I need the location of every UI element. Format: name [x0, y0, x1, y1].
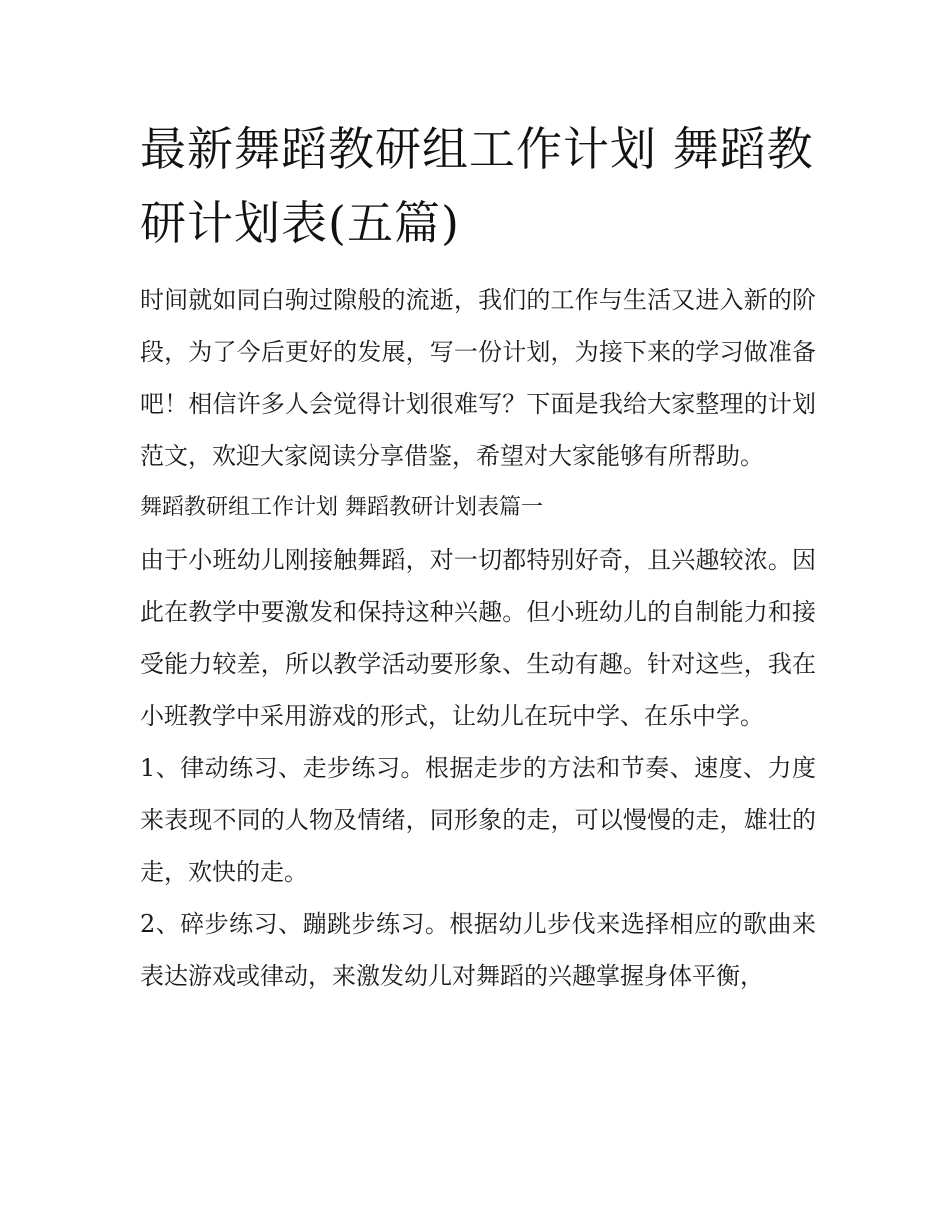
section-body-paragraph: 由于小班幼儿刚接触舞蹈，对一切都特别好奇，且兴趣较浓。因此在教学中要激发和保持这种兴趣。但小班幼儿的自制能力和接受能力较差，所以教学活动要形象、生动有趣。针对这些，我在小班教学中采用游戏的形式，让幼儿在玩中学、在乐中学。: [140, 546, 816, 730]
document-content: [140, 112, 816, 1002]
section-heading: 舞蹈教研组工作计划 舞蹈教研计划表篇一: [140, 495, 543, 520]
list-item-2: 2、碎步练习、蹦跳步练习。根据幼儿步伐来选择相应的歌曲来表达游戏或律动，来激发幼儿对舞蹈的兴趣掌握身体平衡，: [140, 910, 816, 990]
list-item-1: 1、律动练习、走步练习。根据走步的方法和节奏、速度、力度来表现不同的人物及情绪，同形象的走，可以慢慢的走，雄壮的走，欢快的走。: [140, 754, 816, 886]
intro-paragraph: 时间就如同白驹过隙般的流逝，我们的工作与生活又进入新的阶段，为了今后更好的发展，写一份计划，为接下来的学习做准备吧！相信许多人会觉得计划很难写？下面是我给大家整理的计划范文，欢迎大家阅读分享借鉴，希望对大家能够有所帮助。: [140, 286, 816, 470]
document-title: 最新舞蹈教研组工作计划 舞蹈教研计划表(五篇): [140, 122, 814, 250]
